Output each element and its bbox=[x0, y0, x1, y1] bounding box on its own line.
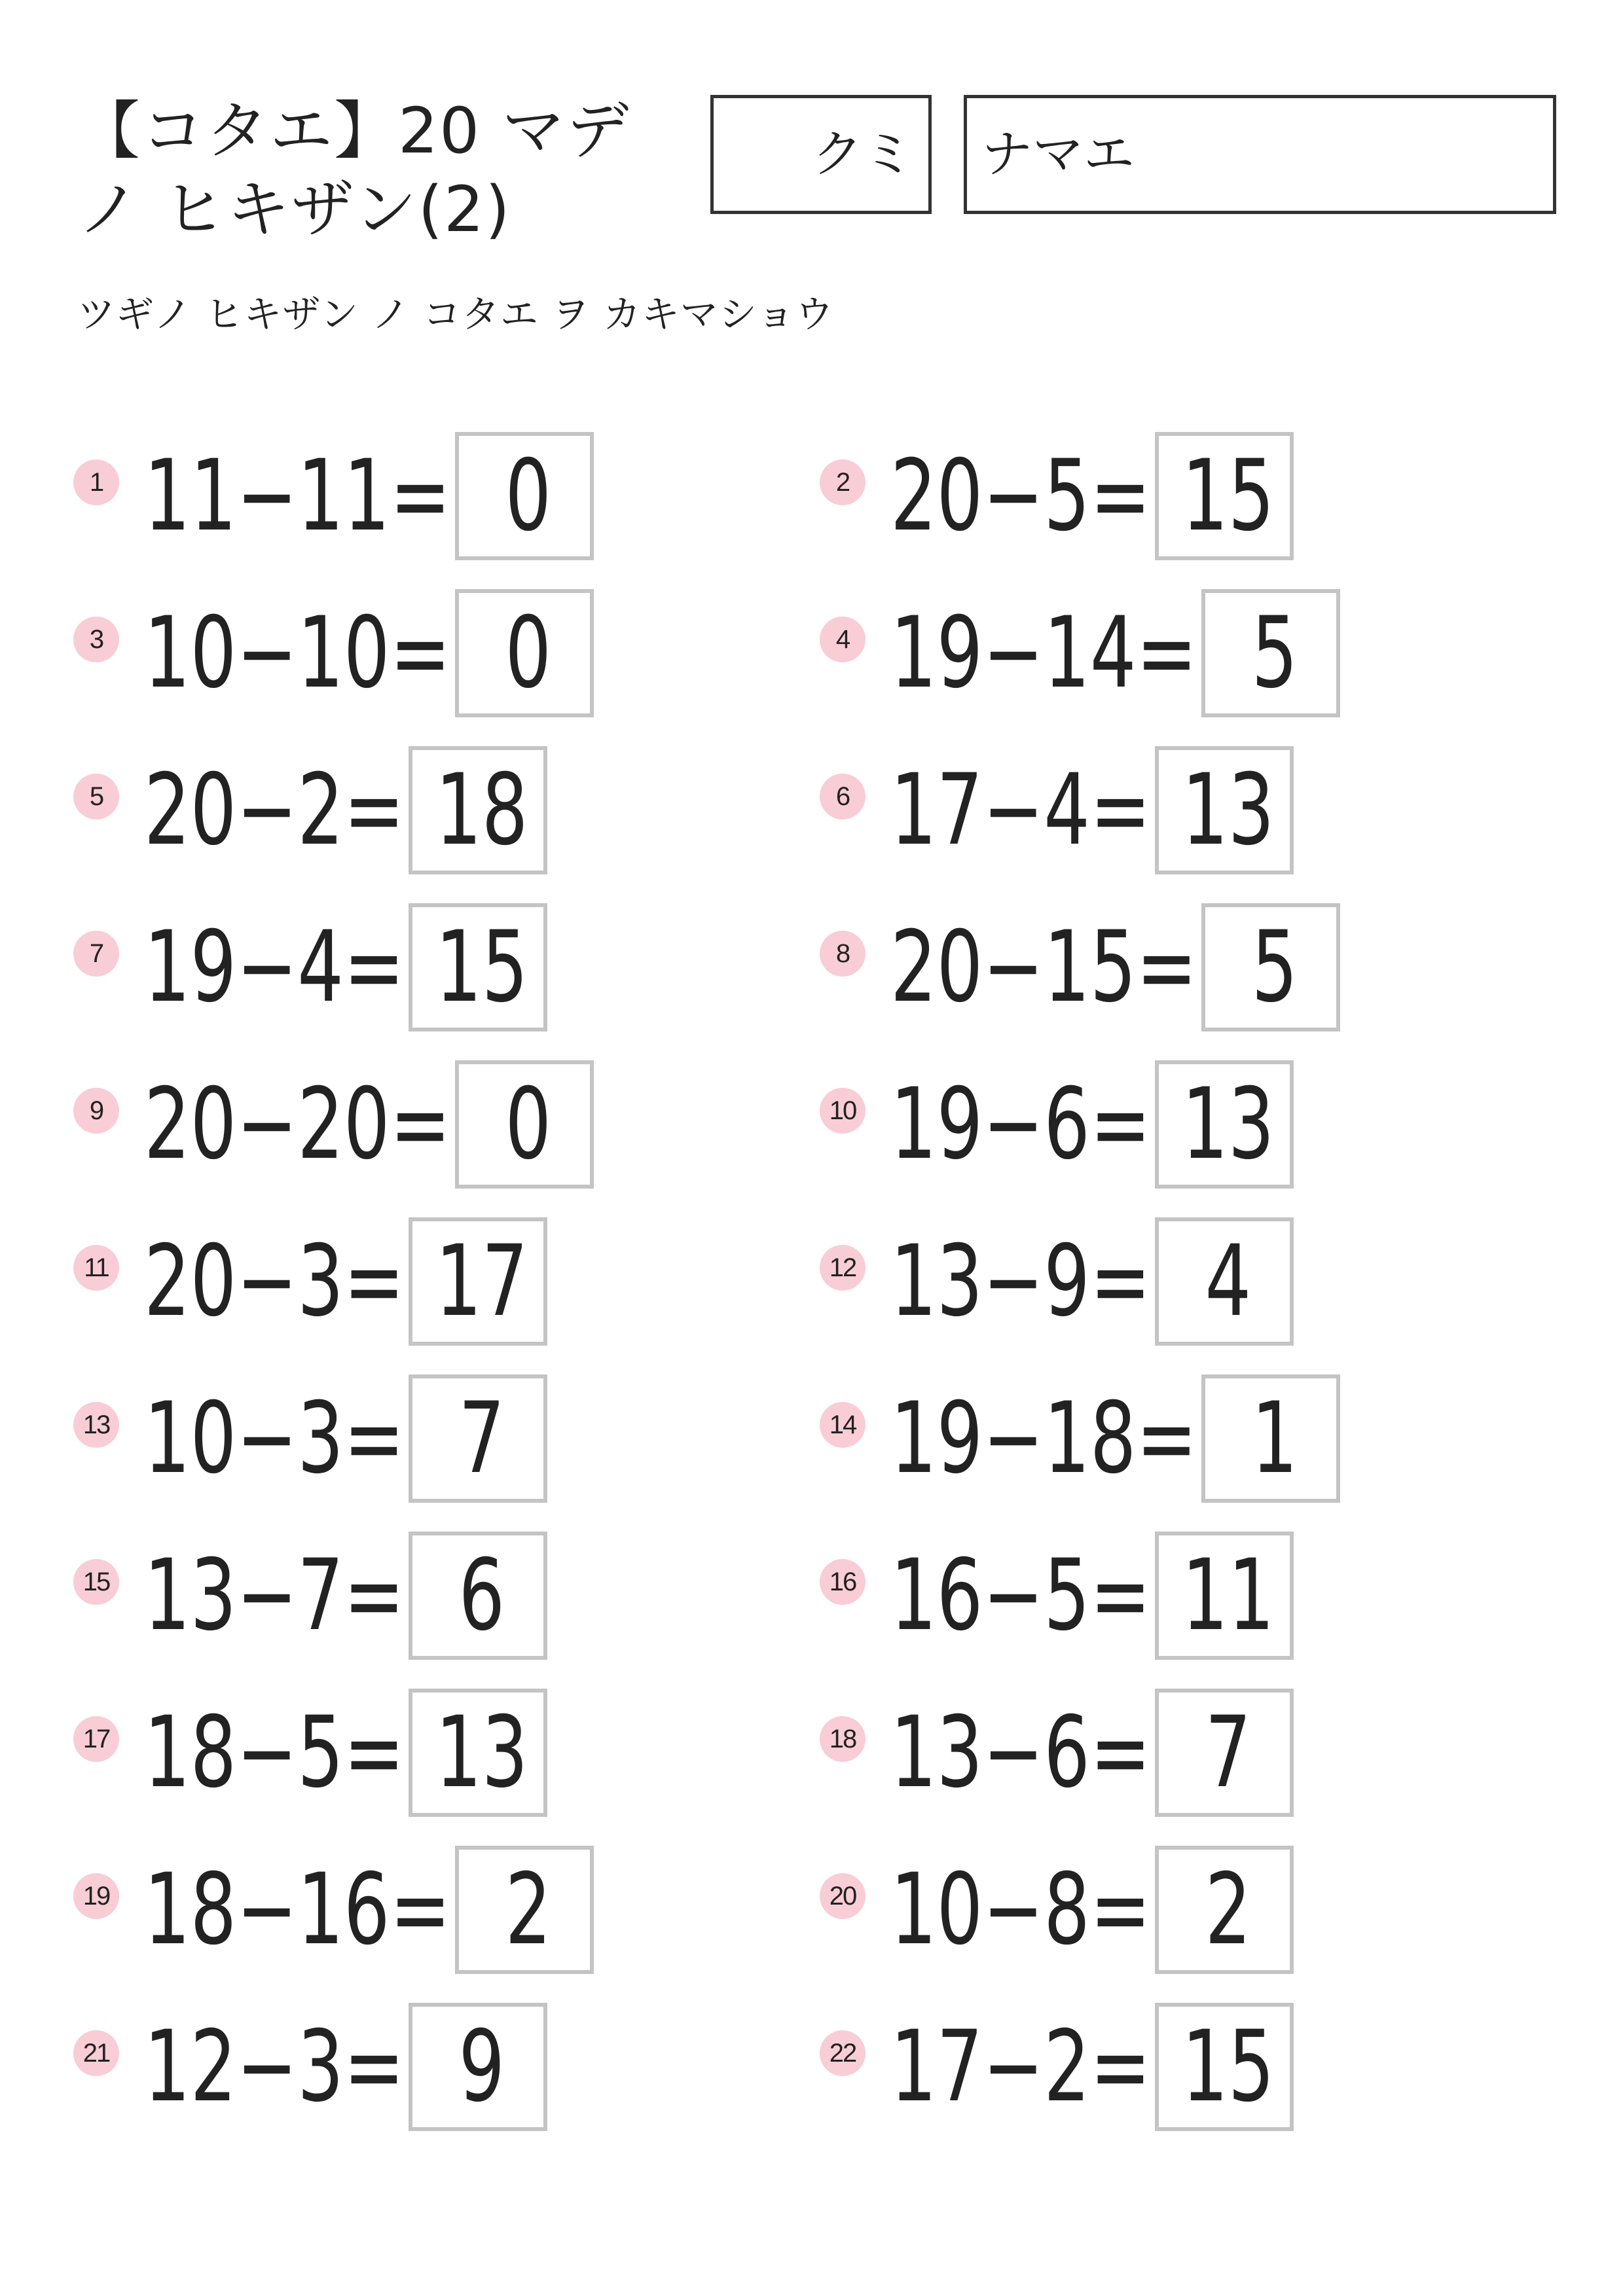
answer-box[interactable] bbox=[1201, 903, 1340, 1031]
problem-number-badge: 4 bbox=[820, 617, 866, 662]
answer-value: 2 bbox=[505, 1853, 551, 1967]
answer-value: 5 bbox=[1251, 596, 1298, 710]
answer-value: 15 bbox=[435, 910, 528, 1024]
answer-box[interactable] bbox=[409, 1217, 547, 1346]
problem-number-badge: 15 bbox=[73, 1559, 119, 1605]
answer-value: 0 bbox=[505, 439, 551, 553]
problem-expression: 13−9= bbox=[890, 1225, 1151, 1338]
answer-box[interactable] bbox=[409, 1689, 547, 1817]
answer-box[interactable] bbox=[1155, 746, 1294, 874]
problem-number-badge: 3 bbox=[73, 617, 119, 662]
answer-value: 15 bbox=[1182, 439, 1275, 553]
problem-item bbox=[820, 432, 1540, 560]
problem-number-badge: 14 bbox=[820, 1402, 866, 1448]
problem-item bbox=[820, 746, 1540, 874]
problem-expression: 10−10= bbox=[144, 596, 451, 710]
problem-number-badge: 7 bbox=[73, 931, 119, 977]
problem-item bbox=[820, 1060, 1540, 1189]
answer-value: 0 bbox=[505, 596, 551, 710]
answer-value: 5 bbox=[1251, 910, 1298, 1024]
problem-item bbox=[73, 1846, 793, 1974]
problem-expression: 17−2= bbox=[890, 2010, 1151, 2124]
answer-value: 7 bbox=[458, 1382, 505, 1496]
problem-number-badge: 19 bbox=[73, 1873, 119, 1919]
problem-number-badge: 11 bbox=[73, 1245, 119, 1291]
problem-number-badge: 10 bbox=[820, 1088, 866, 1134]
answer-box[interactable] bbox=[409, 1532, 547, 1660]
answer-box[interactable] bbox=[409, 2003, 547, 2131]
answer-box[interactable] bbox=[1155, 2003, 1294, 2131]
problem-expression: 19−6= bbox=[890, 1067, 1151, 1181]
problem-number-badge: 6 bbox=[820, 774, 866, 819]
answer-box[interactable] bbox=[409, 903, 547, 1031]
problem-item bbox=[820, 1689, 1540, 1817]
answer-box[interactable] bbox=[1201, 589, 1340, 717]
problem-expression: 20−20= bbox=[144, 1067, 451, 1181]
problem-expression: 13−6= bbox=[890, 1696, 1151, 1810]
problem-item bbox=[73, 903, 793, 1031]
answer-box[interactable] bbox=[455, 589, 594, 717]
answer-value: 6 bbox=[458, 1539, 505, 1653]
answer-value: 18 bbox=[435, 753, 528, 867]
problem-item bbox=[73, 432, 793, 560]
problem-expression: 19−14= bbox=[890, 596, 1197, 710]
name-label: ナマエ bbox=[981, 125, 1135, 184]
problem-expression: 19−18= bbox=[890, 1382, 1197, 1496]
problem-expression: 20−3= bbox=[144, 1225, 405, 1338]
problem-expression: 13−7= bbox=[144, 1539, 405, 1653]
answer-box[interactable] bbox=[455, 432, 594, 560]
answer-value: 13 bbox=[1182, 753, 1275, 867]
answer-value: 7 bbox=[1205, 1696, 1252, 1810]
problem-expression: 10−3= bbox=[144, 1382, 405, 1496]
problem-number-badge: 21 bbox=[73, 2030, 119, 2076]
problem-expression: 11−11= bbox=[144, 439, 451, 553]
answer-box[interactable] bbox=[1155, 1689, 1294, 1817]
problem-item bbox=[73, 2003, 793, 2131]
class-label: クミ bbox=[811, 125, 914, 184]
problem-number-badge: 20 bbox=[820, 1873, 866, 1919]
answer-value: 9 bbox=[458, 2010, 505, 2124]
problem-item bbox=[820, 1217, 1540, 1346]
problem-number-badge: 8 bbox=[820, 931, 866, 977]
problem-item bbox=[820, 2003, 1540, 2131]
answer-value: 15 bbox=[1182, 2010, 1275, 2124]
problem-item bbox=[73, 746, 793, 874]
answer-value: 2 bbox=[1205, 1853, 1252, 1967]
answer-value: 1 bbox=[1251, 1382, 1298, 1496]
problem-number-badge: 12 bbox=[820, 1245, 866, 1291]
problem-expression: 18−5= bbox=[144, 1696, 405, 1810]
answer-box[interactable] bbox=[1155, 1532, 1294, 1660]
problem-number-badge: 22 bbox=[820, 2030, 866, 2076]
answer-value: 11 bbox=[1182, 1539, 1275, 1653]
problem-item bbox=[73, 1374, 793, 1503]
answer-box[interactable] bbox=[455, 1060, 594, 1189]
problem-number-badge: 16 bbox=[820, 1559, 866, 1605]
problem-expression: 20−15= bbox=[890, 910, 1197, 1024]
title-line-2: ノ ヒキザン(2) bbox=[77, 173, 511, 246]
title-line-1: 【コタエ】20 マデ bbox=[77, 94, 630, 168]
problem-expression: 20−2= bbox=[144, 753, 405, 867]
instruction-text: ツギノ ヒキザン ノ コタエ ヲ カキマショウ bbox=[77, 292, 834, 336]
answer-box[interactable] bbox=[409, 1374, 547, 1503]
problem-expression: 17−4= bbox=[890, 753, 1151, 867]
problem-item bbox=[73, 1217, 793, 1346]
problem-number-badge: 9 bbox=[73, 1088, 119, 1134]
problem-number-badge: 13 bbox=[73, 1402, 119, 1448]
problem-item bbox=[820, 1846, 1540, 1974]
answer-box[interactable] bbox=[455, 1846, 594, 1974]
answer-value: 4 bbox=[1205, 1225, 1252, 1338]
answer-box[interactable] bbox=[1155, 1060, 1294, 1189]
problem-number-badge: 18 bbox=[820, 1716, 866, 1762]
problem-item bbox=[73, 1060, 793, 1189]
answer-value: 13 bbox=[435, 1696, 528, 1810]
problem-item bbox=[73, 589, 793, 717]
problem-expression: 20−5= bbox=[890, 439, 1151, 553]
problem-expression: 19−4= bbox=[144, 910, 405, 1024]
problem-expression: 16−5= bbox=[890, 1539, 1151, 1653]
problem-number-badge: 1 bbox=[73, 459, 119, 505]
problem-expression: 10−8= bbox=[890, 1853, 1151, 1967]
problem-item bbox=[820, 589, 1540, 717]
answer-box[interactable] bbox=[1155, 1846, 1294, 1974]
answer-box[interactable] bbox=[409, 746, 547, 874]
problem-item bbox=[73, 1689, 793, 1817]
answer-box[interactable] bbox=[1155, 432, 1294, 560]
answer-value: 13 bbox=[1182, 1067, 1275, 1181]
problem-item bbox=[820, 1374, 1540, 1503]
answer-box[interactable] bbox=[1201, 1374, 1340, 1503]
problem-expression: 18−16= bbox=[144, 1853, 451, 1967]
problem-item bbox=[820, 1532, 1540, 1660]
problem-number-badge: 5 bbox=[73, 774, 119, 819]
problem-number-badge: 2 bbox=[820, 459, 866, 505]
problem-item bbox=[820, 903, 1540, 1031]
answer-value: 17 bbox=[435, 1225, 528, 1338]
problem-item bbox=[73, 1532, 793, 1660]
answer-value: 0 bbox=[505, 1067, 551, 1181]
problem-expression: 12−3= bbox=[144, 2010, 405, 2124]
problem-number-badge: 17 bbox=[73, 1716, 119, 1762]
answer-box[interactable] bbox=[1155, 1217, 1294, 1346]
